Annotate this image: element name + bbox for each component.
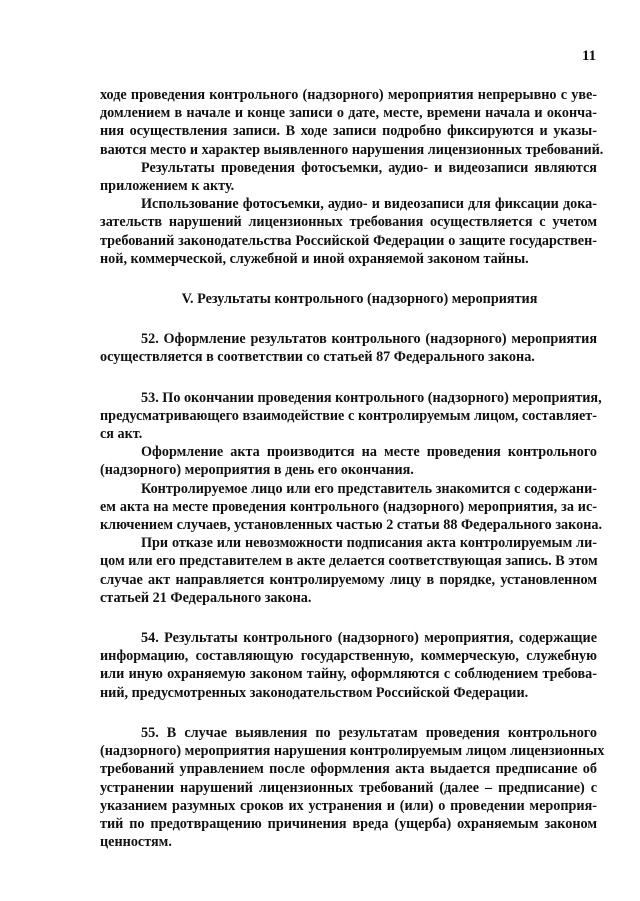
paragraph-54 — [100, 629, 597, 702]
text-line: ной, коммерческой, служебной и иной охраняемой законом тайны. — [100, 250, 529, 267]
text-line: ния осуществления записи. В ходе записи подробно фиксируются и указы- — [100, 123, 597, 140]
text-line: предусматривающего взаимодействие с контролируемым лицом, составляет- — [100, 407, 597, 424]
text-line: 52. Оформление результатов контрольного (надзорного) мероприятия — [141, 331, 597, 348]
paragraph-continuation — [100, 86, 604, 159]
spacer — [100, 268, 597, 290]
text-line: требований законодательства Российской Федерации о защите государствен- — [100, 232, 597, 249]
spacer — [100, 607, 597, 629]
text-line: цом или его представителем в акте делается соответствующая запись. В этом — [100, 553, 598, 570]
text-line: Использование фотосъемки, аудио- и видеозаписи для фиксации дока- — [141, 196, 597, 213]
paragraph-52 — [100, 330, 597, 366]
text-line: ходе проведения контрольного (надзорного) мероприятия непрерывно с уве- — [100, 87, 597, 103]
text-line: ем акта на месте проведения контрольного (надзорного) мероприятия, за ис- — [100, 498, 597, 515]
text-line: 53. По окончании проведения контрольного (надзорного) мероприятия, — [141, 389, 602, 406]
text-line: или иную охраняемую законом тайну, оформляются с соблюдением требова- — [100, 666, 597, 683]
paragraph-photo-usage — [100, 195, 597, 268]
text-line: статьей 21 Федерального закона. — [100, 589, 312, 606]
text-line: осуществляется в соответствии со статьей 87 Федерального закона. — [100, 349, 535, 366]
text-line: (надзорного) мероприятия в день его окончания. — [100, 462, 414, 479]
section-heading: V. Результаты контрольного (надзорного) мероприятия — [181, 291, 538, 308]
paragraph-53-refusal — [100, 534, 597, 607]
spacer — [100, 367, 597, 389]
text-line: требований управлением после оформления акта выдается предписание об — [100, 761, 597, 778]
text-line: 54. Результаты контрольного (надзорного) мероприятия, содержащие — [141, 630, 597, 647]
text-line: ваются место и характер выявленного нарушения лицензионных требований. — [100, 141, 604, 158]
text-line: устранении нарушений лицензионных требований (далее – предписание) с — [100, 779, 597, 796]
text-line: информацию, составляющую государственную, коммерческую, служебную — [100, 648, 597, 665]
text-line: случае акт направляется контролируемому лицу в порядке, установленном — [100, 571, 597, 588]
document-body — [100, 86, 605, 851]
page-number: 11 — [582, 48, 597, 64]
text-line: Результаты проведения фотосъемки, аудио- и видеозаписи являются — [141, 159, 597, 176]
text-line: приложением к акту. — [100, 178, 235, 195]
text-line: указанием разумных сроков их устранения и (или) о проведении мероприя- — [100, 797, 597, 814]
paragraph-53-act-place — [100, 443, 597, 479]
text-line: Оформление акта производится на месте проведения контрольного — [141, 444, 597, 461]
text-line: тий по предотвращению причинения вреда (ущерба) охраняемым законом — [100, 815, 597, 832]
text-line: зательств нарушений лицензионных требования осуществляется с учетом — [100, 214, 597, 231]
text-line: домлением в начале и конце записи о дате, месте, времени начала и оконча- — [100, 105, 597, 122]
text-line: 55. В случае выявления по результатам проведения контрольного — [141, 724, 597, 741]
text-line: При отказе или невозможности подписания акта контролируемым ли- — [141, 535, 597, 552]
text-line: ценностям. — [100, 834, 172, 851]
text-line: Контролируемое лицо или его представитель знакомится с содержани- — [141, 480, 597, 497]
paragraph-53-familiarization — [100, 480, 603, 535]
text-line: (надзорного) мероприятия нарушения контролируемым лицом лицензионных — [100, 743, 605, 760]
text-line: ключением случаев, установленных частью 2 статьи 88 Федерального закона. — [100, 517, 603, 534]
paragraph-photo-results — [100, 159, 597, 195]
spacer — [100, 308, 597, 330]
paragraph-53 — [100, 389, 602, 444]
text-line: ний, предусмотренных законодательством Российской Федерации. — [100, 684, 529, 701]
spacer — [100, 702, 597, 724]
paragraph-55 — [100, 724, 605, 851]
text-line: ся акт. — [100, 426, 143, 443]
